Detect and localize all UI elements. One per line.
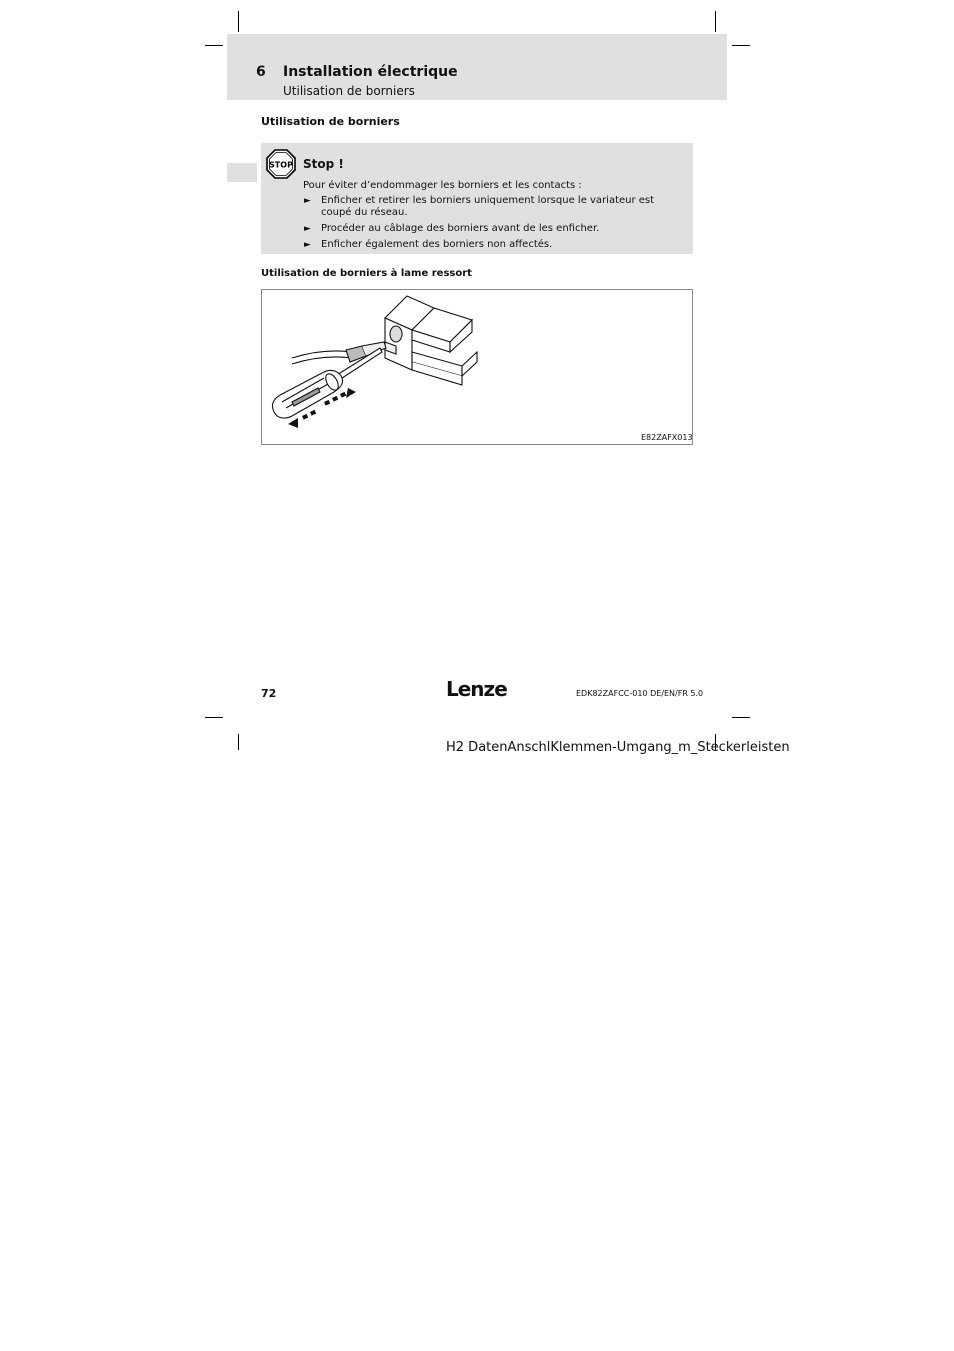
crop-mark-top-left-v [238, 11, 239, 32]
crop-mark-bottom-right-h [732, 717, 750, 718]
stop-icon-label: STOP [269, 160, 293, 170]
chapter-subtitle: Utilisation de borniers [283, 84, 415, 98]
figure-code: E82ZAFX013 [641, 433, 693, 442]
figure-frame [261, 289, 693, 445]
lenze-logo: Lenze [446, 677, 507, 701]
stop-sign-icon [266, 149, 296, 179]
list-item: ► Procéder au câblage des borniers avant de les enficher. [304, 223, 600, 234]
screwdriver-terminal-illustration [262, 290, 692, 444]
crop-mark-bottom-left-v [238, 734, 239, 750]
crop-mark-top-left-h [205, 45, 223, 46]
crop-mark-bottom-left-h [205, 717, 223, 718]
bullet-arrow-icon: ► [304, 224, 311, 234]
chapter-number: 6 [256, 64, 266, 80]
stop-intro: Pour éviter d’endommager les borniers et les contacts : [303, 180, 582, 191]
list-item: ► Enficher et retirer les borniers uniquement lorsque le variateur est coupé du réseau. [304, 195, 655, 218]
chapter-title: Installation électrique [283, 64, 458, 80]
stop-title: Stop ! [303, 157, 344, 171]
bullet-arrow-icon: ► [304, 196, 311, 206]
list-item: ► Enficher également des borniers non affectés. [304, 239, 553, 250]
footer-note: H2 DatenAnschlKlemmen-Umgang_m_Steckerleisten [446, 740, 790, 755]
stop-list [303, 195, 683, 255]
document-code: EDK82ZAFCC-010 DE/EN/FR 5.0 [576, 689, 704, 698]
terminal-screw-hole [390, 326, 402, 342]
bullet-arrow-icon: ► [304, 240, 311, 250]
crop-mark-top-right-h [732, 45, 750, 46]
section-title: Utilisation de borniers [261, 115, 400, 128]
page-number: 72 [261, 687, 277, 700]
crop-mark-top-right-v [715, 11, 716, 32]
figure-title: Utilisation de borniers à lame ressort [261, 268, 472, 279]
side-tab-marker [227, 163, 257, 182]
